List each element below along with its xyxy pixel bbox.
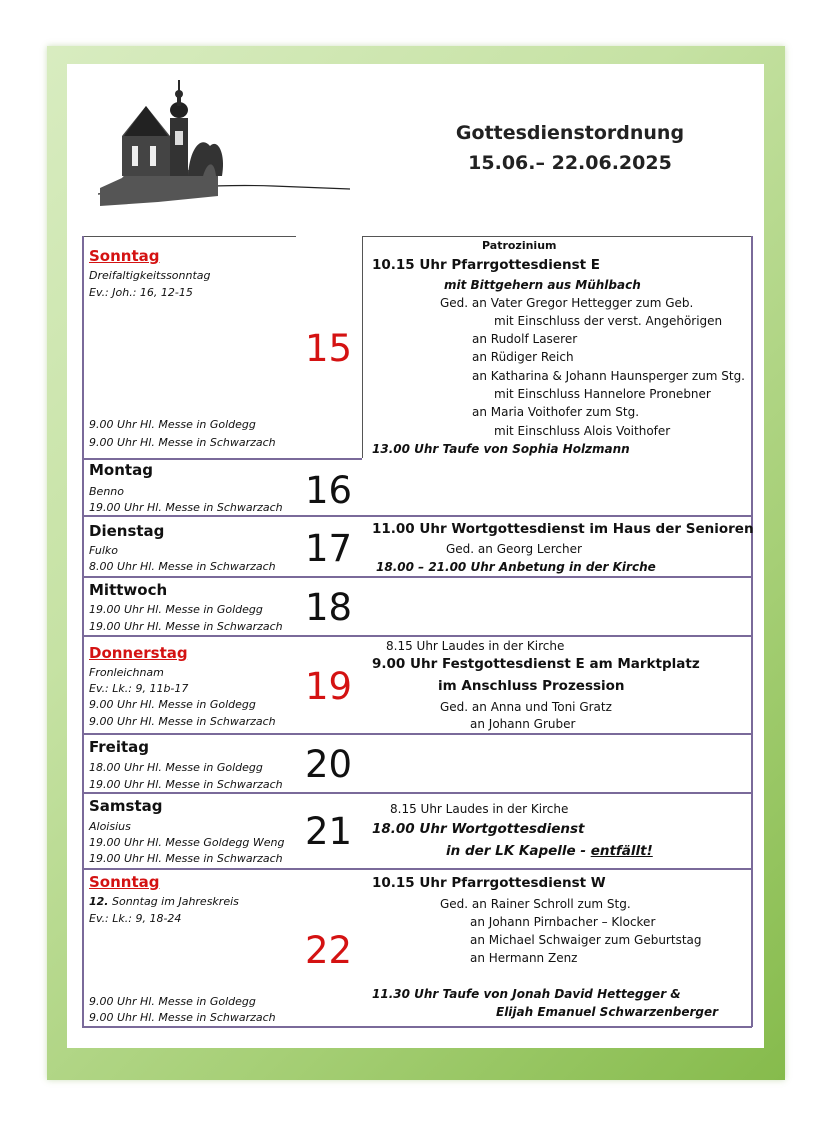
gospel-ref: Ev.: Lk.: 9, 18-24 — [89, 912, 182, 925]
service-entry: mit Bittgehern aus Mühlbach — [444, 278, 641, 292]
mass-entry: 9.00 Uhr Hl. Messe in Goldegg — [89, 418, 256, 431]
page-title — [440, 118, 700, 178]
service-entry: an Johann Pirnbacher – Klocker — [470, 915, 656, 929]
mass-entry: 19.00 Uhr Hl. Messe Goldegg Weng — [89, 836, 285, 849]
saint-name: Benno — [89, 485, 124, 498]
sunday-ordinal: 12. — [89, 895, 109, 908]
service-entry: mit Einschluss der verst. Angehörigen — [494, 314, 723, 328]
service-entry: Ged. an Anna und Toni Gratz — [440, 700, 612, 714]
service-entry: mit Einschluss Hannelore Pronebner — [494, 387, 711, 401]
service-entry: Ged. an Georg Lercher — [446, 542, 582, 556]
cancelled-notice: entfällt! — [590, 843, 653, 859]
service-entry: Ged. an Vater Gregor Hettegger zum Geb. — [440, 296, 694, 310]
gospel-ref: Ev.: Joh.: 16, 12-15 — [89, 286, 193, 299]
title-line-1: Gottesdienstordnung — [455, 122, 685, 144]
day-name: Sonntag — [89, 873, 160, 891]
service-entry: 8.15 Uhr Laudes in der Kirche — [390, 802, 569, 816]
mass-entry: 9.00 Uhr Hl. Messe in Goldegg — [89, 698, 256, 711]
day-number: 15 — [305, 327, 353, 370]
day-number: 16 — [305, 469, 353, 512]
day-number: 17 — [305, 527, 353, 570]
mass-entry: 18.00 Uhr Hl. Messe in Goldegg — [89, 761, 263, 774]
day-name: Donnerstag — [89, 644, 188, 662]
saint-name: Aloisius — [89, 820, 131, 833]
service-entry — [446, 845, 653, 859]
day-number: 20 — [305, 743, 353, 786]
service-location: in der LK Kapelle - — [446, 843, 591, 859]
mass-entry: 9.00 Uhr Hl. Messe in Schwarzach — [89, 1011, 276, 1024]
service-entry: an Katharina & Johann Haunsperger zum Stg. — [472, 369, 745, 383]
feast-name — [89, 896, 239, 907]
mass-entry: 8.00 Uhr Hl. Messe in Schwarzach — [89, 560, 276, 573]
service-entry: an Hermann Zenz — [470, 951, 578, 965]
service-entry: 10.15 Uhr Pfarrgottesdienst W — [372, 875, 606, 891]
service-entry: an Michael Schwaiger zum Geburtstag — [470, 933, 702, 947]
day-name: Sonntag — [89, 247, 160, 265]
service-entry: mit Einschluss Alois Voithofer — [494, 424, 671, 438]
day-name: Montag — [89, 461, 153, 479]
gospel-ref: Ev.: Lk.: 9, 11b-17 — [89, 682, 189, 695]
mass-entry: 9.00 Uhr Hl. Messe in Schwarzach — [89, 436, 276, 449]
service-entry: an Maria Voithofer zum Stg. — [472, 405, 640, 419]
service-entry: an Johann Gruber — [470, 717, 576, 731]
church-sketch-icon — [98, 76, 350, 211]
feast-label: Sonntag im Jahreskreis — [108, 895, 239, 908]
service-entry: 13.00 Uhr Taufe von Sophia Holzmann — [372, 442, 630, 456]
service-entry: 9.00 Uhr Festgottesdienst E am Marktplatz — [372, 656, 700, 672]
day-number: 18 — [305, 586, 353, 629]
service-entry: Elijah Emanuel Schwarzenberger — [496, 1005, 719, 1019]
feast-name: Fronleichnam — [89, 666, 164, 679]
service-entry: 8.15 Uhr Laudes in der Kirche — [386, 639, 565, 653]
day-number: 21 — [305, 810, 353, 853]
service-entry: 18.00 Uhr Wortgottesdienst — [372, 821, 585, 837]
day-name: Dienstag — [89, 522, 165, 540]
title-line-2: 15.06.– 22.06.2025 — [468, 152, 672, 174]
mass-entry: 19.00 Uhr Hl. Messe in Schwarzach — [89, 852, 283, 865]
service-entry: 10.15 Uhr Pfarrgottesdienst E — [372, 257, 601, 273]
service-entry: Ged. an Rainer Schroll zum Stg. — [440, 897, 631, 911]
service-entry: 18.00 – 21.00 Uhr Anbetung in der Kirche — [376, 560, 656, 574]
feast-name: Dreifaltigkeitssonntag — [89, 269, 211, 282]
mass-entry: 9.00 Uhr Hl. Messe in Schwarzach — [89, 715, 276, 728]
service-entry: an Rüdiger Reich — [472, 350, 574, 364]
saint-name: Fulko — [89, 544, 119, 557]
mass-entry: 19.00 Uhr Hl. Messe in Schwarzach — [89, 620, 283, 633]
day-number: 22 — [305, 929, 353, 972]
mass-entry: 19.00 Uhr Hl. Messe in Schwarzach — [89, 501, 283, 514]
service-entry: im Anschluss Prozession — [438, 678, 625, 694]
day-name: Mittwoch — [89, 581, 168, 599]
mass-entry: 19.00 Uhr Hl. Messe in Goldegg — [89, 603, 263, 616]
service-entry: an Rudolf Laserer — [472, 332, 578, 346]
day-number: 19 — [305, 665, 353, 708]
service-entry: 11.00 Uhr Wortgottesdienst im Haus der Senioren — [372, 521, 754, 537]
service-entry: Patrozinium — [482, 239, 557, 252]
day-name: Samstag — [89, 797, 163, 815]
mass-entry: 9.00 Uhr Hl. Messe in Goldegg — [89, 995, 256, 1008]
day-name: Freitag — [89, 738, 150, 756]
mass-entry: 19.00 Uhr Hl. Messe in Schwarzach — [89, 778, 283, 791]
service-entry: 11.30 Uhr Taufe von Jonah David Hettegger & — [372, 987, 681, 1001]
